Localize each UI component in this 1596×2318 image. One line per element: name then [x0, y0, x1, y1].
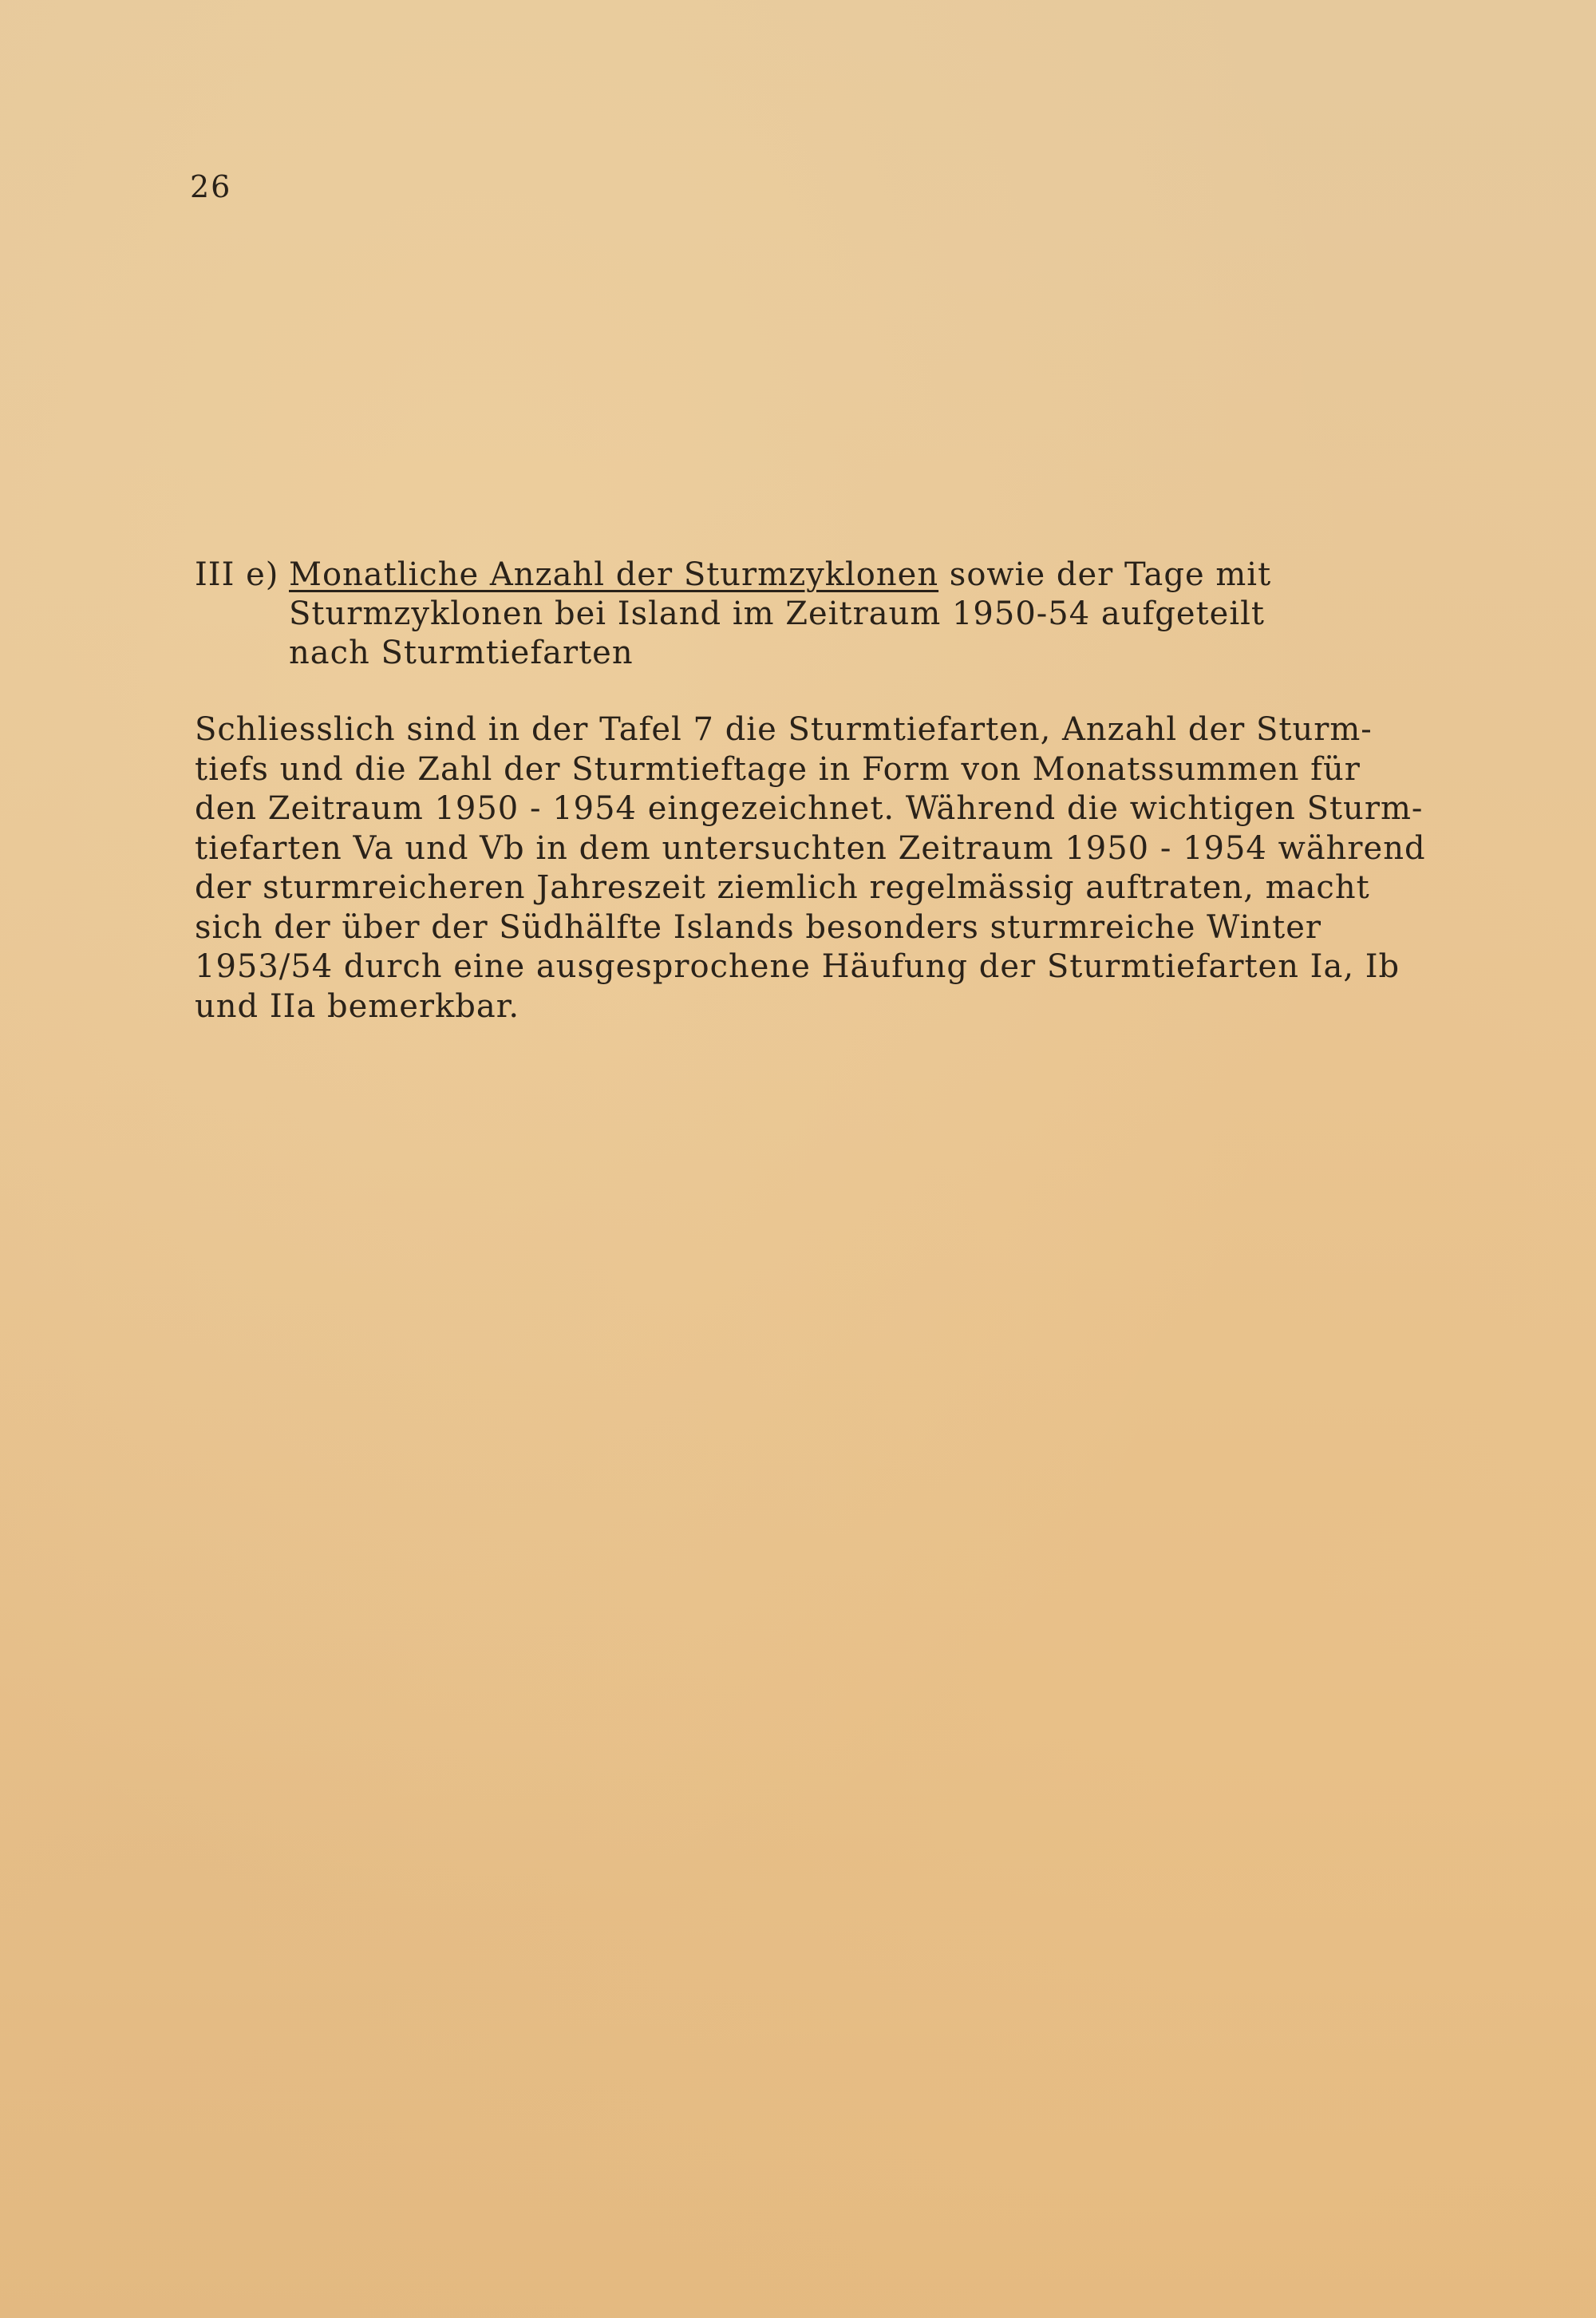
page-number: 26 [190, 169, 232, 204]
section-heading [195, 556, 1392, 673]
paragraph-line: sich der über der Südhälfte Islands besonders sturmreiche Winter [195, 908, 1321, 946]
paragraph-line: tiefarten Va und Vb in dem untersuchten Zeitraum 1950 - 1954 während [195, 829, 1426, 867]
heading-line-2: Sturmzyklonen bei Island im Zeitraum 1950-54 aufgeteilt [289, 595, 1265, 632]
section-label: III e) [195, 556, 279, 593]
heading-line-1 [195, 556, 1392, 595]
section-title-continuation: sowie der Tage mit [938, 556, 1272, 593]
paragraph-line: und IIa bemerkbar. [195, 987, 520, 1025]
paragraph-line: Schliesslich sind in der Tafel 7 die Sturmtiefarten, Anzahl der Sturm- [195, 711, 1373, 748]
heading-line-3: nach Sturmtiefarten [289, 635, 634, 671]
paragraph-line: tiefs und die Zahl der Sturmtieftage in Form von Monatssummen für [195, 750, 1361, 788]
paragraph-line: der sturmreicheren Jahreszeit ziemlich regelmässig auftraten, macht [195, 869, 1370, 906]
body-paragraph [195, 710, 1426, 1026]
paragraph-line: den Zeitraum 1950 - 1954 eingezeichnet. Während die wichtigen Sturm- [195, 790, 1424, 827]
section-title-underlined: Monatliche Anzahl der Sturmzyklonen [289, 556, 939, 593]
paragraph-line: 1953/54 durch eine ausgesprochene Häufung der Sturmtiefarten Ia, Ib [195, 948, 1400, 985]
